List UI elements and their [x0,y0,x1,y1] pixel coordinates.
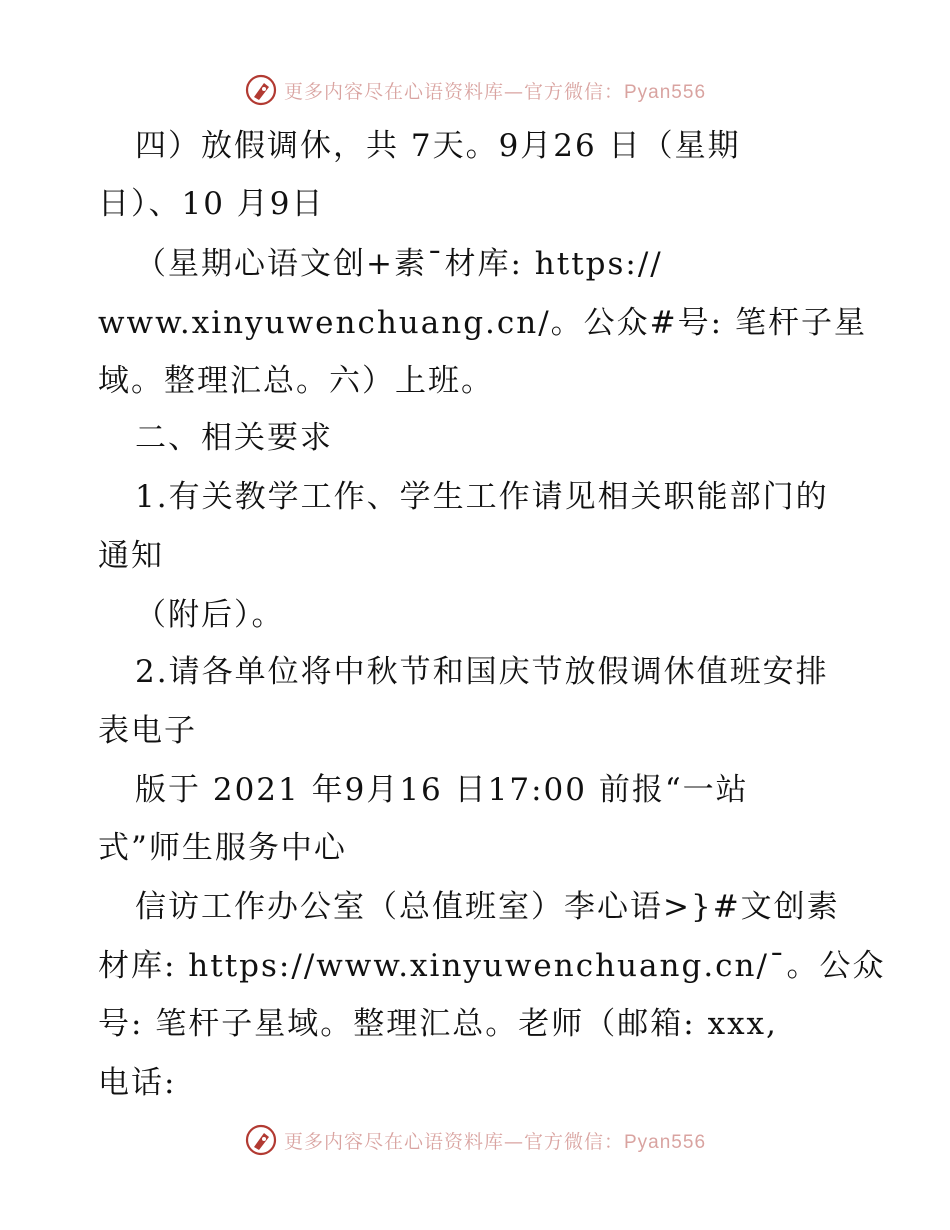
paragraph-line: 号: 笔杆子星域。整理汇总。老师（邮箱: xxx, [98,1006,778,1042]
paragraph-line: 电话: [98,1065,177,1101]
paragraph-line: 2.请各单位将中秋节和国庆节放假调休值班安排 [135,654,829,690]
paragraph-line: 通知 [98,538,164,574]
footer-watermark-banner [0,1120,950,1160]
wechat-id: Pyan556 [624,1131,707,1153]
wechat-id: Pyan556 [624,81,707,103]
paragraph-line: www.xinyuwenchuang.cn/。公众#号: 笔杆子星 [98,305,867,341]
paragraph-line: 式”师生服务中心 [98,830,347,866]
paragraph-line: 日）、10 月9日 [98,186,325,222]
paragraph-line: （星期心语文创+素¯材库: https:// [135,246,663,282]
pen-nib-logo-icon [244,1123,278,1157]
banner-text: 更多内容尽在心语资料库—官方微信：Pyan556 [283,80,707,103]
paragraph-line: （附后）。 [135,597,285,633]
paragraph-line: 版于 2021 年9月16 日17:00 前报“一站 [135,772,749,808]
pen-nib-logo-icon [244,73,278,107]
paragraph-line: 四）放假调休，共 7天。9月26 日（星期 [135,128,741,164]
paragraph-line: 材库: https://www.xinyuwenchuang.cn/¯。公众 [98,948,886,984]
paragraph-line: 表电子 [98,713,197,749]
header-watermark-banner [0,70,950,110]
paragraph-line: 域。整理汇总。六）上班。 [98,363,494,399]
banner-text: 更多内容尽在心语资料库—官方微信：Pyan556 [283,1130,707,1153]
section-heading: 二、相关要求 [135,420,333,456]
paragraph-line: 1.有关教学工作、学生工作请见相关职能部门的 [135,479,829,515]
paragraph-line: 信访工作办公室（总值班室）李心语>}#文创素 [135,889,840,925]
